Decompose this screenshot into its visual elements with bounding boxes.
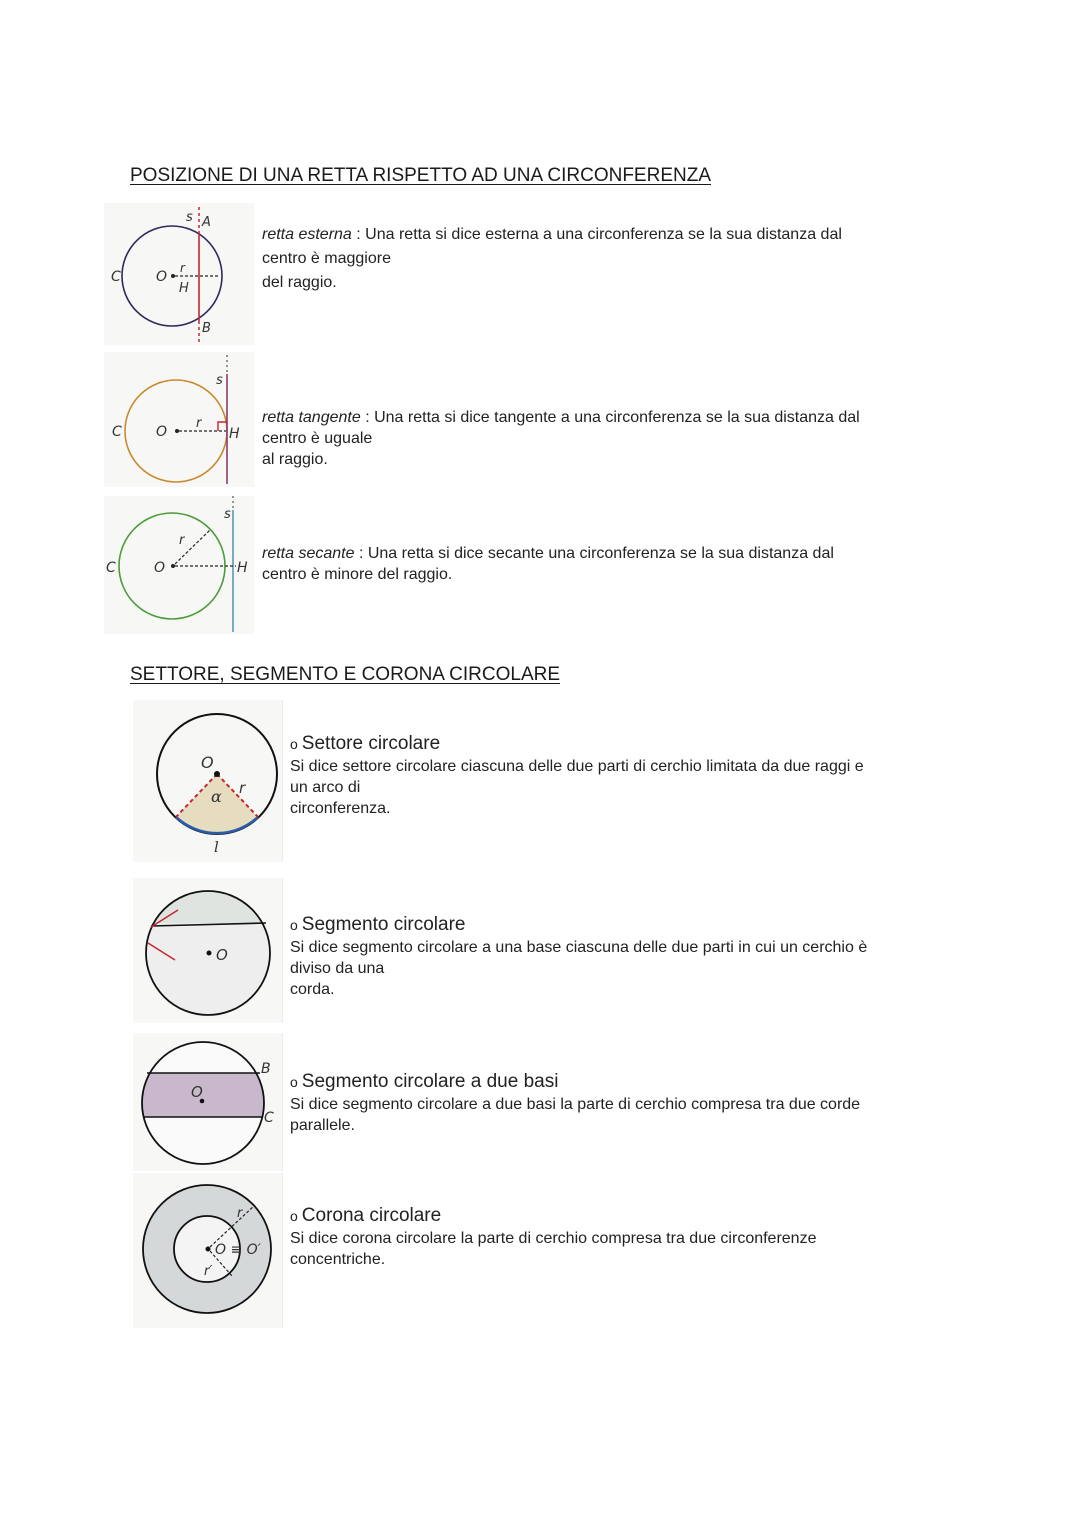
svg-text:C: C: [264, 1110, 274, 1126]
svg-text:O: O: [216, 946, 228, 964]
section-heading-retta-circonferenza: POSIZIONE DI UNA RETTA RISPETTO AD UNA CIRCONFERENZA: [130, 165, 711, 186]
item-title: Segmento circolare: [301, 914, 466, 935]
svg-text:A: A: [202, 215, 211, 230]
svg-text:O: O: [191, 1083, 203, 1101]
svg-text:C: C: [112, 424, 122, 440]
bullet-icon: o: [290, 917, 298, 933]
svg-text:r: r: [180, 261, 185, 275]
svg-text:H: H: [229, 426, 240, 442]
label-s: s: [186, 210, 193, 225]
svg-text:B: B: [261, 1061, 271, 1077]
section-heading-settore-segmento-corona: SETTORE, SEGMENTO E CORONA CIRCOLARE: [130, 664, 561, 685]
figure-segmento-due-basi: [133, 1033, 283, 1171]
svg-text:O: O: [156, 424, 168, 440]
item-title: Segmento circolare a due basi: [301, 1071, 559, 1092]
bullet-icon: o: [290, 736, 298, 752]
figure-retta-secante: [104, 496, 254, 634]
term-retta-secante: retta secante: [262, 545, 355, 562]
definition-segmento-circolare: o Segmento circolare Si dice segmento circolare a una base ciascuna delle due parti in cui un cerchio è diviso da una corda.: [290, 914, 868, 998]
definition-retta-secante: retta secante : Una retta si dice secante una circonferenza se la sua distanza dal centro è minore del raggio.: [262, 545, 834, 583]
svg-text:l: l: [214, 838, 219, 856]
term-retta-tangente: retta tangente: [262, 409, 361, 426]
definition-settore-circolare: o Settore circolare Si dice settore circolare ciascuna delle due parti di cerchio limitata da due raggi e un arco di circonferenza.: [290, 733, 864, 817]
svg-text:O: O: [156, 269, 168, 285]
svg-text:H: H: [179, 281, 189, 296]
svg-text:B: B: [202, 321, 211, 336]
svg-text:O: O: [154, 560, 166, 576]
svg-text:O: O: [201, 753, 214, 772]
svg-text:r: r: [239, 779, 246, 797]
item-title: Corona circolare: [301, 1205, 442, 1226]
svg-text:r: r: [237, 1206, 243, 1221]
svg-text:r: r: [196, 416, 202, 431]
svg-text:r′: r′: [204, 1264, 213, 1279]
svg-text:O ≡ O′: O ≡ O′: [215, 1242, 261, 1258]
svg-text:C: C: [106, 560, 116, 576]
svg-text:s: s: [224, 507, 231, 522]
item-title: Settore circolare: [301, 733, 441, 754]
figure-retta-tangente: [104, 352, 254, 487]
definition-corona-circolare: o Corona circolare Si dice corona circolare la parte di cerchio compresa tra due circonferenze concentriche.: [290, 1205, 817, 1268]
figure-settore-circolare: [133, 700, 283, 862]
svg-text:α: α: [211, 787, 222, 806]
figure-segmento-circolare: [133, 878, 283, 1023]
term-retta-esterna: retta esterna: [262, 226, 352, 243]
definition-retta-esterna: retta esterna : Una retta si dice esterna a una circonferenza se la sua distanza dal centro è maggiore del raggio.: [262, 226, 842, 291]
bullet-icon: o: [290, 1208, 298, 1224]
figure-retta-esterna: [104, 203, 254, 345]
svg-text:H: H: [237, 560, 248, 576]
bullet-icon: o: [290, 1074, 298, 1090]
definition-retta-tangente: retta tangente : Una retta si dice tangente a una circonferenza se la sua distanza dal centro è uguale al raggio.: [262, 409, 860, 468]
svg-text:r: r: [179, 533, 185, 548]
svg-text:s: s: [216, 373, 223, 388]
svg-text:C: C: [111, 269, 121, 285]
figure-corona-circolare: [133, 1173, 283, 1328]
definition-segmento-due-basi: o Segmento circolare a due basi Si dice segmento circolare a due basi la parte di cerchio compresa tra due corde parallele.: [290, 1071, 861, 1134]
